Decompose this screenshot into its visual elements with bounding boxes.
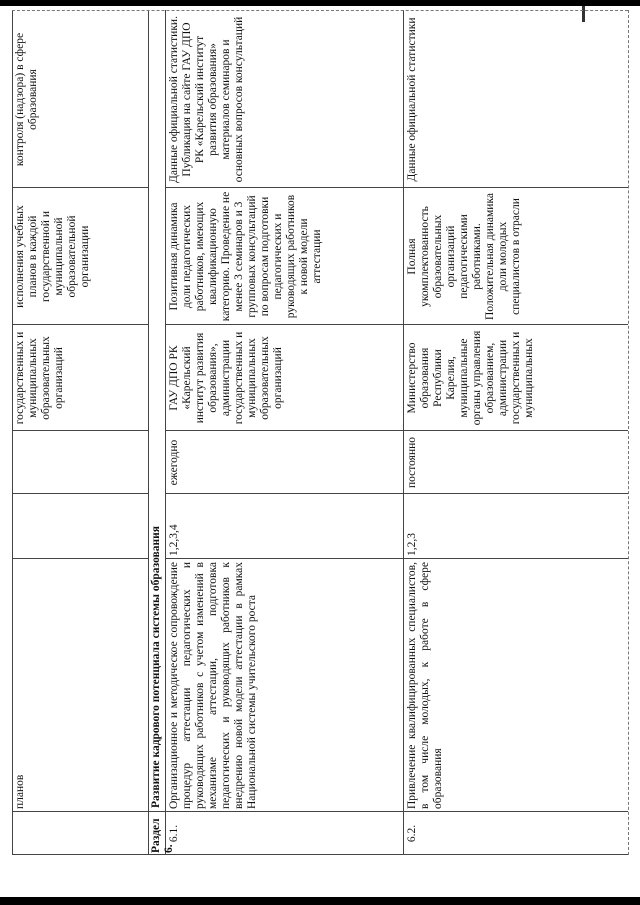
top-row-result-cell: исполнения учебных планов в каждой государственной и муниципальной образовательной организации bbox=[14, 205, 91, 308]
executor-cell: ГАУ ДПО РК «Карельский институт развития образования», администрации государственных и муниципальных образовательных организаций bbox=[168, 331, 284, 425]
result-cell: Позитивная динамика доли педагогических работников, имеющих квалификационную категорию. Проведение не менее 3 семинаров и 3 групповых консультаций по вопросам подготовки педагогических и руководящих работников к новой модели аттестации bbox=[168, 191, 323, 322]
source-cell: Данные официальной статистики. Публикация на сайте ГАУ ДПО РК «Карельский институт развития образования» материалов семинаров и основных вопросов консультаций bbox=[168, 16, 245, 183]
top-row-executor-cell: государственных и муниципальных образовательных организаций bbox=[14, 331, 65, 425]
section-number: Раздел 6. bbox=[150, 818, 175, 853]
table-border-bottom bbox=[628, 10, 629, 855]
top-row-plans-cell: планов bbox=[14, 774, 26, 809]
rotated-table-sheet bbox=[0, 10, 640, 875]
top-row-control-cell: контроля (надзора) в сфере образования bbox=[14, 32, 39, 167]
col-line-3-top bbox=[12, 493, 148, 494]
row-number: 6.1. bbox=[168, 824, 180, 843]
executor-cell: Министерство образования Республики Карелия, муниципальные органы управления образованием, администрации государственных и муниципальных bbox=[406, 330, 535, 426]
period-cell: ежегодно bbox=[168, 439, 180, 486]
period-cell: постоянно bbox=[406, 436, 418, 489]
scan-border-top bbox=[0, 0, 640, 6]
row-number: 6.2. bbox=[406, 824, 418, 843]
source-cell: Данные официальной статистики bbox=[406, 17, 418, 182]
tasks-cell: 1,2,3,4 bbox=[168, 524, 180, 556]
scan-border-bottom bbox=[0, 897, 640, 905]
measure-cell: Организационное и методическое сопровождение процедур аттестации педагогических и руководящих работников с учетом изменений в механизме аттестации, подготовка педагогических и руководящих работников к внедрению новой модели аттестации в рамках Национальной системы учительского роста bbox=[168, 562, 258, 809]
measure-cell: Привлечение квалифицированных специалистов, в том числе молодых, к работе в сфере образования bbox=[406, 562, 444, 809]
tasks-cell: 1,2,3 bbox=[406, 533, 418, 556]
result-cell: Полная укомплектованность образовательных организаций педагогическими работниками. Положительная динамика доли молодых специалистов в отрасли bbox=[406, 193, 522, 320]
section-title: Развитие кадрового потенциала системы образования bbox=[150, 526, 162, 808]
